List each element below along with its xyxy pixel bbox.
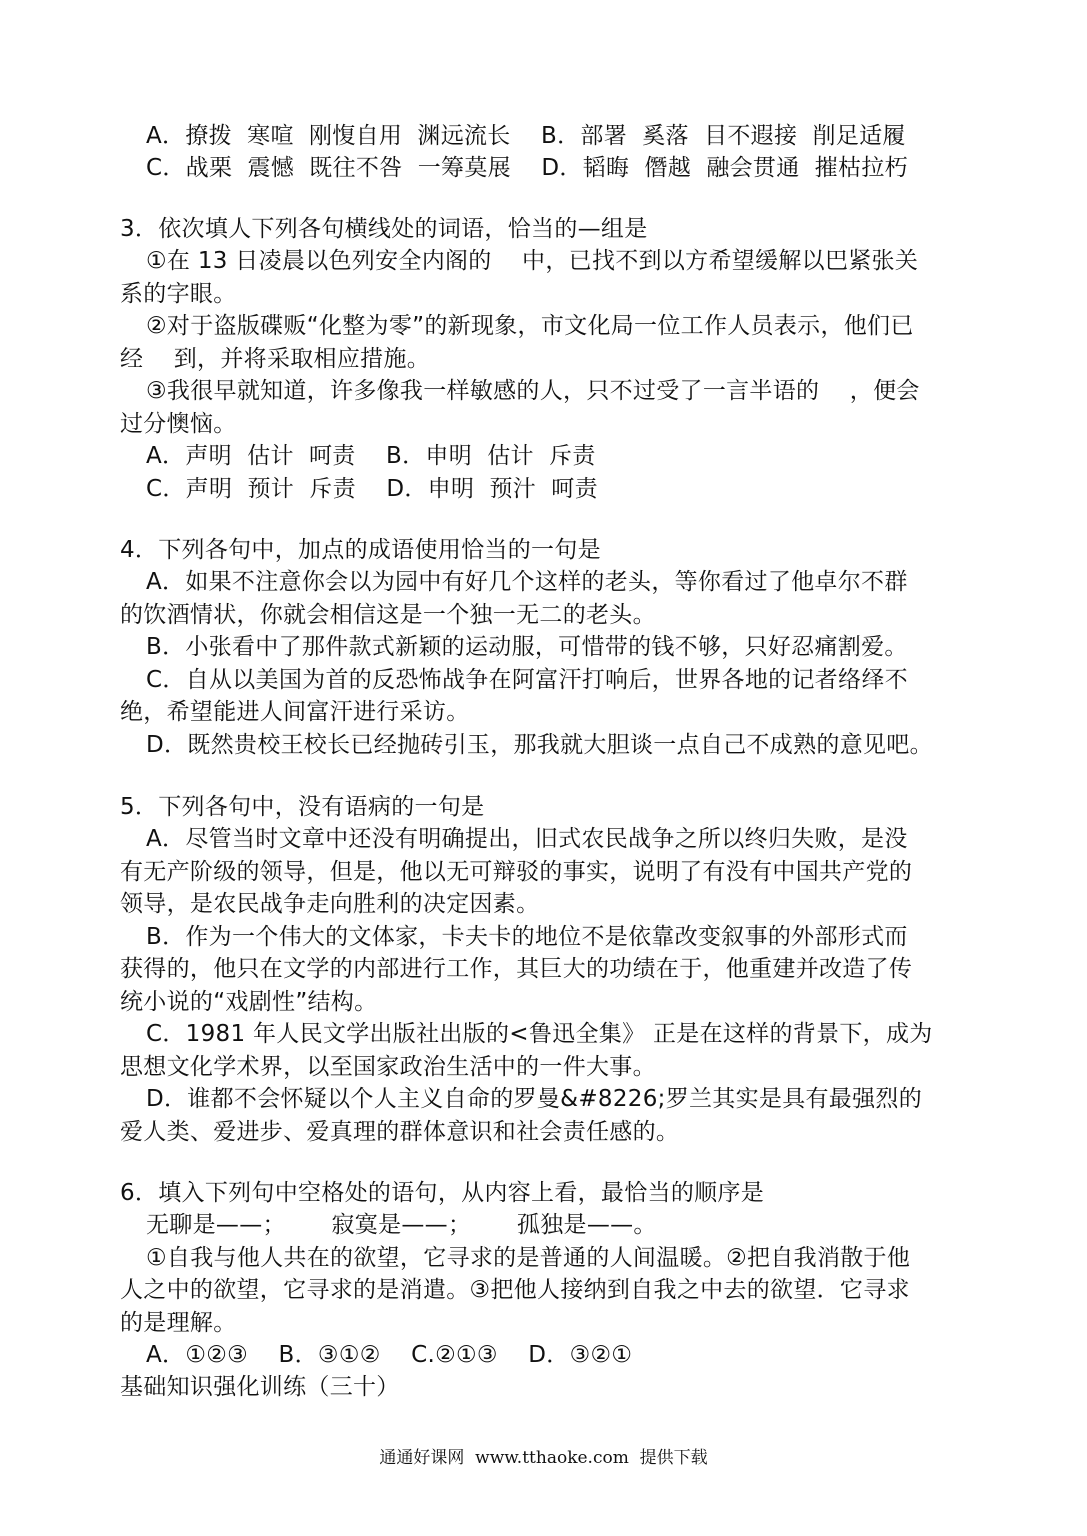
q4-option-a-line-1: A．如果不注意你会以为园中有好几个这样的老头，等你看过了他卓尔不群 [146, 569, 908, 595]
q3-sentence-2-line-1: ②对于盗版碟贩“化整为零”的新现象，市文化局一位工作人员表示，他们已 [146, 313, 914, 339]
q5-option-b-line-1: B．作为一个伟大的文体家，卡夫卡的地位不是依靠改变叙事的外部形式而 [146, 924, 908, 950]
q5-option-d-line-2: 爱人类、爱进步、爱真理的群体意识和社会责任感的。 [120, 1119, 680, 1145]
q3-options-line-1: A．声明 估计 呵责 B．申明 估计 斥责 [146, 443, 596, 469]
q4-option-c-line-2: 绝，希望能进人间富汗进行采访。 [120, 699, 470, 725]
q6-stem: 6．填入下列句中空格处的语句，从内容上看，最恰当的顺序是 [120, 1180, 765, 1206]
q3-sentence-1-line-1: ①在 13 日凌晨以色列安全内阁的 中，已找不到以方希望缓解以巴紧张关 [146, 248, 919, 274]
q6-body-line-1: ①自我与他人共在的欲望，它寻求的是普通的人间温暖。②把自我消散于他 [146, 1245, 911, 1271]
q3-options-line-2: C．声明 预计 斥责 D．申明 预汁 呵责 [146, 476, 598, 502]
q5-option-c-line-1: C．1981 年人民文学出版社出版的<鲁迅全集》 正是在这样的背景下，成为 [146, 1021, 933, 1047]
q3-sentence-3-line-1: ③我很早就知道，许多像我一样敏感的人，只不过受了一言半语的 ，便会 [146, 378, 920, 404]
page-footer: 通通好课网 www.tthaoke.com 提供下载 [379, 1448, 708, 1468]
q3-stem: 3．依次填人下列各句横线处的词语，恰当的—组是 [120, 216, 648, 242]
q5-option-a-line-1: A．尽管当时文章中还没有明确提出，旧式农民战争之所以终归失败，是没 [146, 826, 908, 852]
q4-option-a-line-2: 的饮酒情状，你就会相信这是一个独一无二的老头。 [120, 602, 656, 628]
q4-option-b-line-1: B．小张看中了那件款式新颖的运动服，可惜带的钱不够，只好忍痛割爱。 [146, 634, 908, 660]
q3-sentence-1-line-2: 系的字眼。 [120, 281, 237, 307]
q5-option-b-line-3: 统小说的“戏剧性”结构。 [120, 989, 378, 1015]
q5-option-c-line-2: 思想文化学术界，以至国家政治生活中的一件大事。 [120, 1054, 656, 1080]
q5-option-a-line-3: 领导，是农民战争走向胜利的决定因素。 [120, 891, 540, 917]
q2-options-line-2: C．战栗 震憾 既往不咎 一筹莫展 D．韬晦 僭越 融会贯通 摧枯拉朽 [146, 155, 908, 181]
q4-option-c-line-1: C．自从以美国为首的反恐怖战争在阿富汗打响后，世界各地的记者络绎不 [146, 667, 908, 693]
q4-stem: 4．下列各句中，加点的成语使用恰当的一句是 [120, 537, 601, 563]
q5-option-d-line-1: D．谁都不会怀疑以个人主义自命的罗曼&#8226;罗兰其实是具有最强烈的 [146, 1086, 922, 1112]
q4-option-d-line-1: D．既然贵校王校长已经抛砖引玉，那我就大胆谈一点自己不成熟的意见吧。 [146, 732, 933, 758]
q6-options-line: A．①②③ B．③①② C.②①③ D．③②① [146, 1342, 633, 1368]
q6-blanks-line: 无聊是——； 寂寞是——； 孤独是——。 [146, 1212, 657, 1238]
q5-option-a-line-2: 有无产阶级的领导，但是，他以无可辩驳的事实，说明了有没有中国共产党的 [120, 859, 913, 885]
q3-sentence-3-line-2: 过分懊恼。 [120, 411, 237, 437]
section-title: 基础知识强化训练（三十） [120, 1374, 400, 1400]
q2-options-line-1: A．撩拨 寒喧 刚愎自用 渊远流长 B．部署 奚落 目不遐接 削足适履 [146, 123, 906, 149]
q5-stem: 5．下列各句中，没有语病的一句是 [120, 794, 485, 820]
q5-option-b-line-2: 获得的，他只在文学的内部进行工作，其巨大的功绩在于，他重建并改造了传 [120, 956, 913, 982]
q6-body-line-2: 人之中的欲望，它寻求的是消遣。③把他人接纳到自我之中去的欲望．它寻求 [120, 1277, 910, 1303]
q6-body-line-3: 的是理解。 [120, 1310, 237, 1336]
q3-sentence-2-line-2: 经 到，并将采取相应措施。 [120, 346, 431, 372]
